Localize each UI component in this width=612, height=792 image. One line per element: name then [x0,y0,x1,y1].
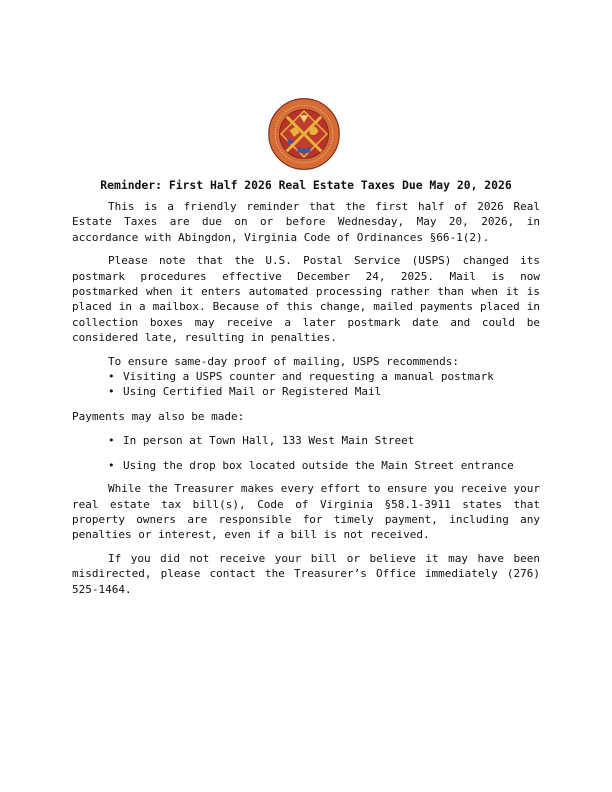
town-seal-icon [268,98,340,170]
list-item: • Using Certified Mail or Registered Mail [108,384,540,399]
list-item: • Visiting a USPS counter and requesting a manual postmark [108,369,540,384]
payments-intro: Payments may also be made: [72,409,245,423]
payment-options-list [72,433,540,473]
paragraph-treasurer-note: While the Treasurer makes every effort to ensure you receive your real estate tax bill(s), Code of Virginia §58.1-3911 states that property owners are responsible for timely payment, including any penalties or interest, even if a bill is not received. [72,482,540,542]
paragraph-usps-recommendation: To ensure same-day proof of mailing, USPS recommends: [108,354,459,368]
list-item: • Using the drop box located outside the Main Street entrance [108,458,540,473]
notice-body [72,199,540,597]
paragraph-contact: If you did not receive your bill or believe it may have been misdirected, please contact the Treasurer’s Office immediately (276) 525-1464. [72,551,540,596]
paragraph-usps-change: Please note that the U.S. Postal Service (USPS) changed its postmark procedures effective December 24, 2025. Mail is now postmarked when it enters automated processing rather than when it is placed in a mailbox. Because of this change, mailed payments placed in collection boxes may receive a later postmark date and could be considered late, resulting in penalties. [72,254,540,345]
usps-recommendations-list [72,369,540,400]
paragraph-due-date: This is a friendly reminder that the first half of 2026 Real Estate Taxes are due on or before Wednesday, May 20, 2026, in accordance with Abingdon, Virginia Code of Ordinances §66-1(2). [72,200,540,244]
notice-title: Reminder: First Half 2026 Real Estate Taxes Due May 20, 2026 [100,178,512,192]
list-item: • In person at Town Hall, 133 West Main Street [108,433,540,448]
